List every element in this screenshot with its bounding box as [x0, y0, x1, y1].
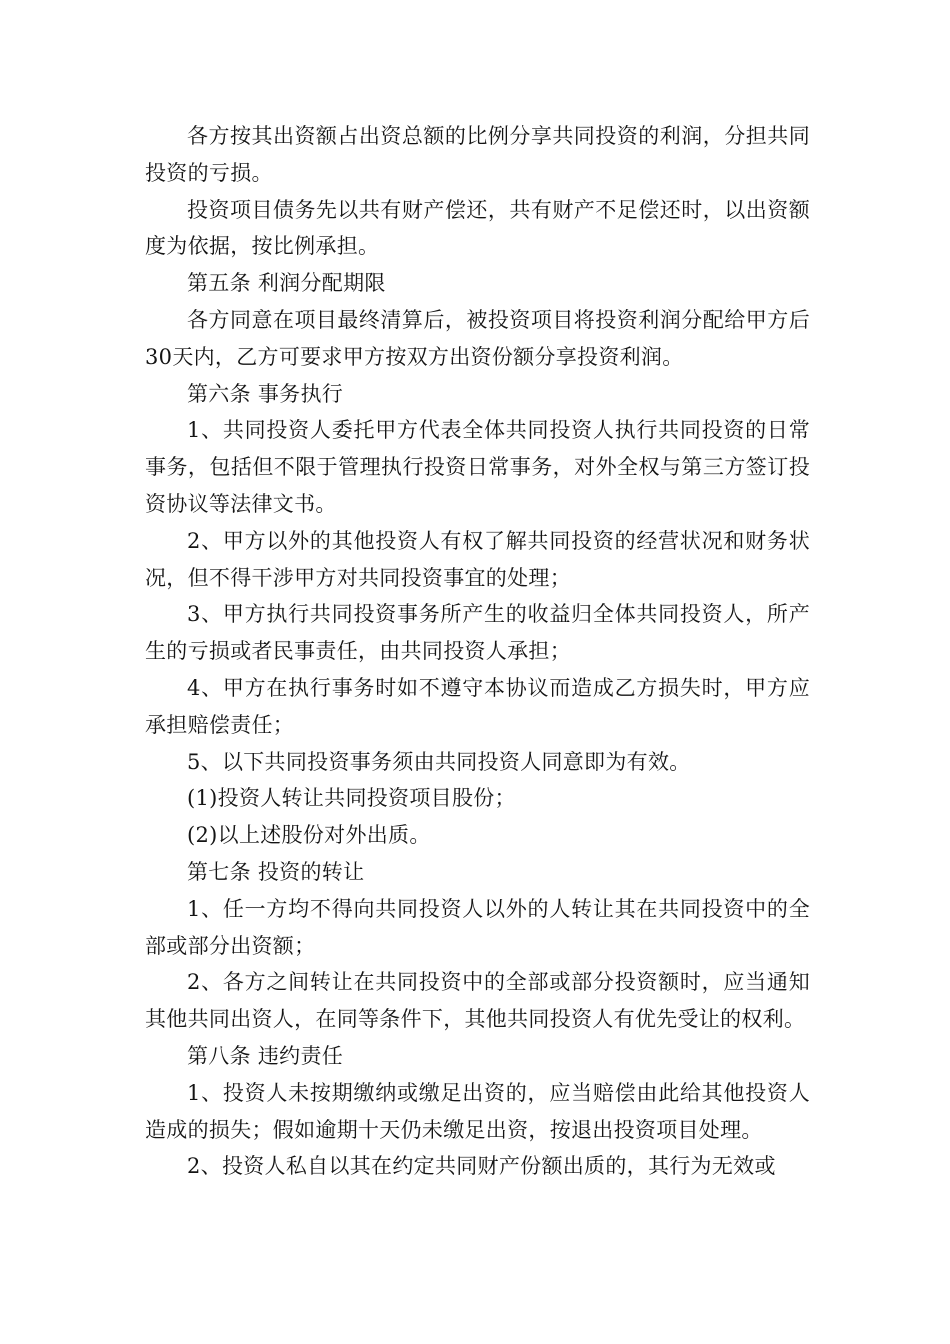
paragraph-article-6-item-2: 2、甲方以外的其他投资人有权了解共同投资的经营状况和财务状况，但不得干涉甲方对共同投资事宜的处理； [145, 528, 810, 590]
paragraph-article-7-item-2: 2、各方之间转让在共同投资中的全部或部分投资额时，应当通知其他共同出资人，在同等条件下，其他共同投资人有优先受让的权利。 [145, 970, 810, 1032]
heading-article-5: 第五条 利润分配期限 [187, 271, 386, 296]
paragraph-article-7-item-1: 1、任一方均不得向共同投资人以外的人转让其在共同投资中的全部或部分出资额； [145, 896, 810, 958]
heading-article-7: 第七条 投资的转让 [187, 859, 365, 884]
paragraph-article-6-subitem-2: (2)以上述股份对外出质。 [187, 823, 431, 848]
paragraph-debt-repayment: 投资项目债务先以共有财产偿还，共有财产不足偿还时，以出资额度为依据，按比例承担。 [145, 197, 810, 259]
paragraph-article-6-item-1: 1、共同投资人委托甲方代表全体共同投资人执行共同投资的日常事务，包括但不限于管理执行投资日常事务，对外全权与第三方签订投资协议等法律文书。 [145, 418, 810, 516]
heading-article-6: 第六条 事务执行 [187, 381, 344, 406]
paragraph-article-6-item-5: 5、以下共同投资事务须由共同投资人同意即为有效。 [187, 749, 691, 774]
paragraph-article-6-subitem-1: (1)投资人转让共同投资项目股份； [187, 786, 516, 811]
heading-article-8: 第八条 违约责任 [187, 1043, 344, 1068]
paragraph-article-8-item-1: 1、投资人未按期缴纳或缴足出资的，应当赔偿由此给其他投资人造成的损失；假如逾期十天仍未缴足出资，按退出投资项目处理。 [145, 1080, 810, 1142]
paragraph-article-8-item-2: 2、投资人私自以其在约定共同财产份额出质的，其行为无效或 [187, 1154, 776, 1179]
document-body [145, 118, 810, 1185]
paragraph-article-6-item-4: 4、甲方在执行事务时如不遵守本协议而造成乙方损失时，甲方应承担赔偿责任； [145, 675, 810, 737]
paragraph-article-5: 各方同意在项目最终清算后，被投资项目将投资利润分配给甲方后30天内，乙方可要求甲方按双方出资份额分享投资利润。 [145, 307, 810, 369]
paragraph-profit-sharing: 各方按其出资额占出资总额的比例分享共同投资的利润，分担共同投资的亏损。 [145, 124, 810, 185]
paragraph-article-6-item-3: 3、甲方执行共同投资事务所产生的收益归全体共同投资人，所产生的亏损或者民事责任，由共同投资人承担； [145, 602, 810, 664]
